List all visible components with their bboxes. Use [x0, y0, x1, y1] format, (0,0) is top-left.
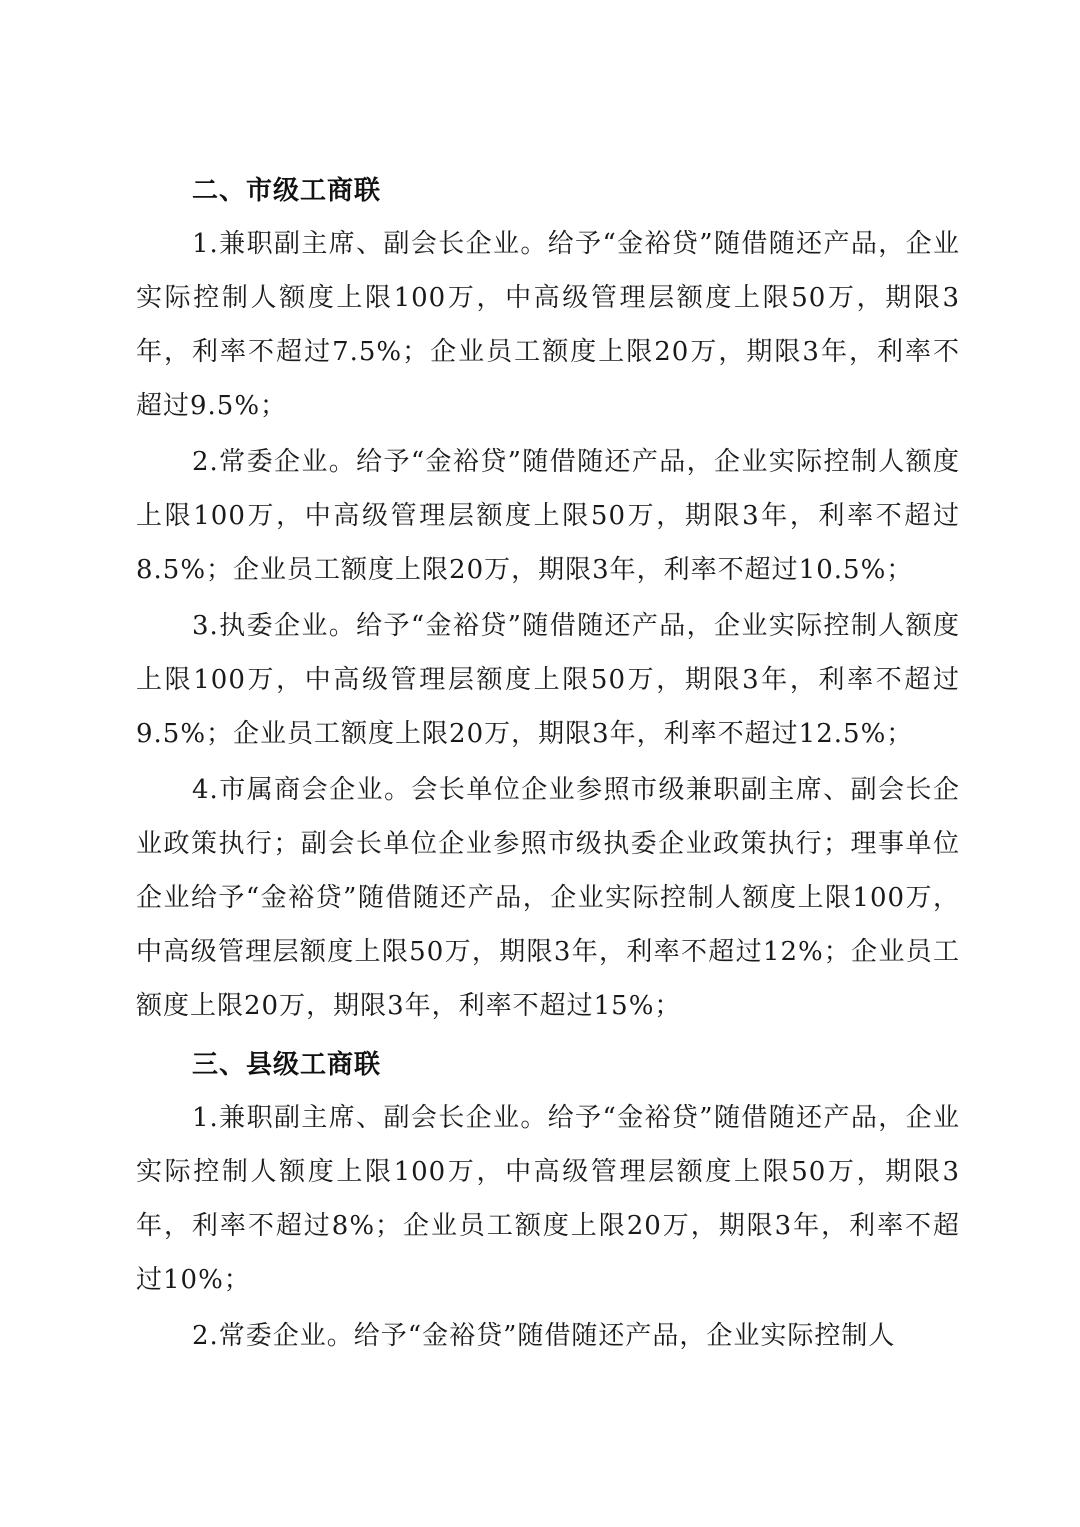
paragraph-county-item-2: 2.常委企业。给予“金裕贷”随借随还产品，企业实际控制人 [192, 1321, 896, 1351]
paragraph-city-item-1: 1.兼职副主席、副会长企业。给予“金裕贷”随借随还产品，企业实际控制人额度上限100万，中高级管理层额度上限50万，期限3年，利率不超过7.5%；企业员工额度上限20万，期限3年，利率不超过9.5%； [136, 229, 960, 421]
document-body [136, 165, 960, 1365]
section-heading-county: 三、县级工商联 [192, 1050, 382, 1080]
paragraph-county-item-1: 1.兼职副主席、副会长企业。给予“金裕贷”随借随还产品，企业实际控制人额度上限100万，中高级管理层额度上限50万，期限3年，利率不超过8%；企业员工额度上限20万，期限3年，利率不超过10%； [136, 1103, 960, 1295]
paragraph-city-item-3: 3.执委企业。给予“金裕贷”随借随还产品，企业实际控制人额度上限100万，中高级管理层额度上限50万，期限3年，利率不超过9.5%；企业员工额度上限20万，期限3年，利率不超过12.5%； [136, 611, 960, 749]
paragraph-city-item-4: 4.市属商会企业。会长单位企业参照市级兼职副主席、副会长企业政策执行；副会长单位企业参照市级执委企业政策执行；理事单位企业给予“金裕贷”随借随还产品，企业实际控制人额度上限100万，中高级管理层额度上限50万，期限3年，利率不超过12%；企业员工额度上限20万，期限3年，利率不超过15%； [136, 775, 960, 1021]
paragraph-city-item-2: 2.常委企业。给予“金裕贷”随借随还产品，企业实际控制人额度上限100万，中高级管理层额度上限50万，期限3年，利率不超过8.5%；企业员工额度上限20万，期限3年，利率不超过10.5%； [136, 447, 960, 585]
section-heading-city: 二、市级工商联 [192, 176, 382, 206]
